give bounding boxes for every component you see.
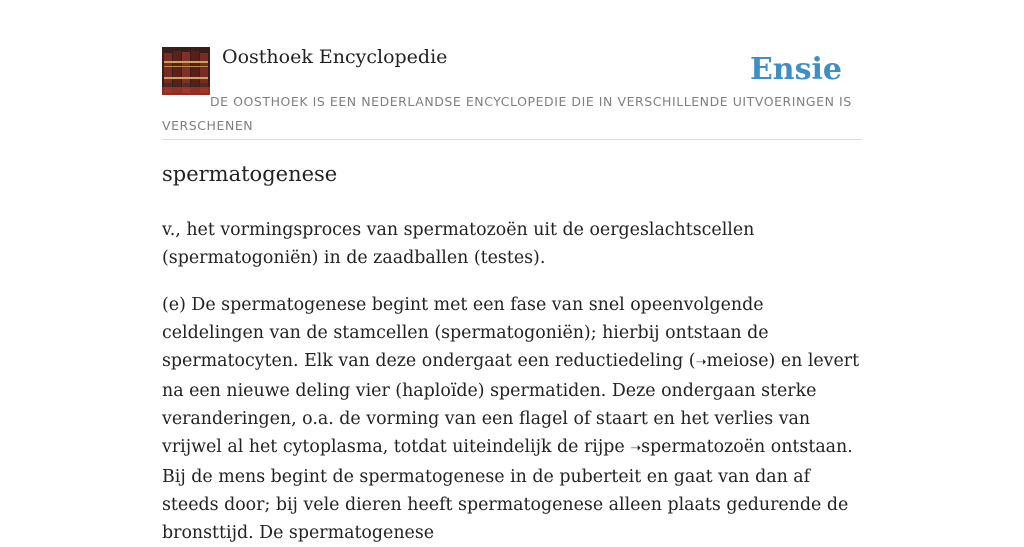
content-container	[162, 0, 862, 543]
body-text: (e) De spermatogenese begint met een fase van snel opeenvolgende celdelingen van de stamcellen (spermatogoniën); hierbij ontstaan de spermatocyten. Elk van deze ondergaat een reductiedeling (	[162, 295, 769, 371]
entry-body	[162, 291, 862, 547]
book-spines-icon	[162, 47, 210, 95]
body-text: ontstaan. Bij de mens begint de spermatogenese in de puberteit en gaat van dan af steeds door; bij vele dieren heeft spermatogenese alleen plaats gedurende de bronsttijd. De spermatogenese	[162, 437, 853, 543]
spermatozoen-link[interactable]	[630, 437, 765, 457]
body-text: ) en levert na een nieuwe deling vier (haploïde) spermatiden. Deze ondergaan sterke veranderingen, o.a. de vorming van een flagel of staart en het verlies van vrijwel al het cytoplasma, totdat uiteindelijk de rijpe	[162, 351, 860, 457]
link-text: spermatozoën	[641, 437, 766, 457]
link-text: meiose	[706, 351, 769, 371]
source-title-link[interactable]: Oosthoek Encyclopedie	[222, 46, 448, 68]
source-avatar[interactable]	[162, 47, 210, 95]
meiose-link[interactable]	[696, 351, 769, 371]
arrow-right-icon: ➝	[695, 355, 707, 370]
ensie-logo-link[interactable]: Ensie	[749, 52, 842, 87]
source-description: DE OOSTHOEK IS EEN NEDERLANDSE ENCYCLOPEDIE DIE IN VERSCHILLENDE UITVOERINGEN IS VERSCHENEN	[162, 94, 852, 133]
source-header	[162, 0, 862, 140]
entry-title: spermatogenese	[162, 162, 338, 186]
entry-definition: v., het vormingsproces van spermatozoën uit de oergeslachtscellen (spermatogoniën) in de zaadballen (testes).	[162, 220, 755, 268]
arrow-right-icon: ➝	[630, 441, 642, 456]
